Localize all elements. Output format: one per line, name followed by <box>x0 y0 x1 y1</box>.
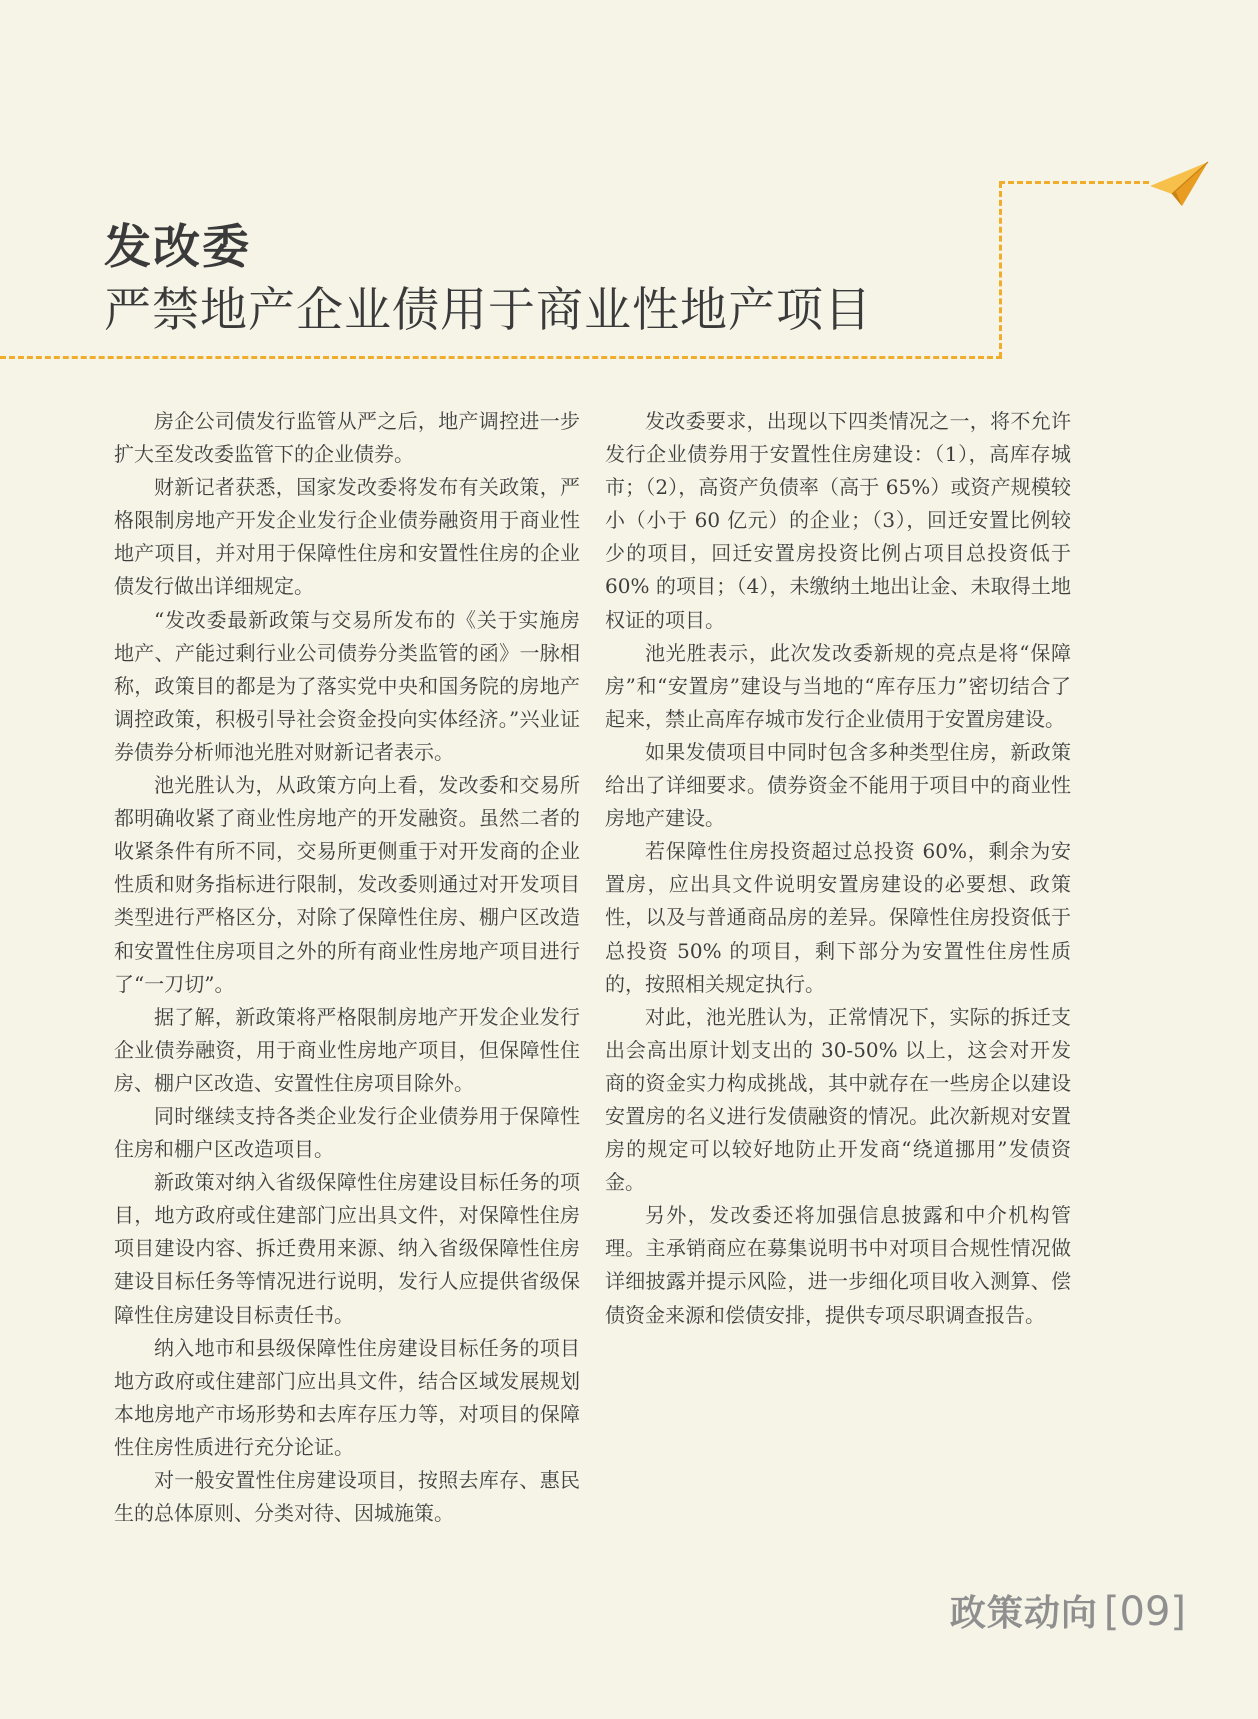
dashed-line-vertical <box>999 182 1002 358</box>
page-footer <box>950 1585 1186 1636</box>
paragraph: 对一般安置性住房建设项目，按照去库存、惠民生的总体原则、分类对待、因城施策。 <box>114 1468 580 1526</box>
paragraph: 若保障性住房投资超过总投资 60%，剩余为安置房，应出具文件说明安置房建设的必要想、政策性，以及与普通商品房的差异。保障性住房投资低于总投资 50% 的项目，剩下部分为安置性住房性质的，按照相关规定执行。 <box>605 839 1071 996</box>
paragraph: 另外，发改委还将加强信息披露和中介机构管理。主承销商应在募集说明书中对项目合规性情况做详细披露并提示风险，进一步细化项目收入测算、偿债资金来源和偿债安排，提供专项尽职调查报告。 <box>605 1203 1071 1327</box>
section-label: 政策动向 <box>949 1593 1098 1634</box>
paragraph: “发改委最新政策与交易所发布的《关于实施房地产、产能过剩行业公司债券分类监管的函》一脉相称，政策目的都是为了落实党中央和国务院的房地产调控政策，积极引导社会资金投向实体经济。”兴业证券债券分析师池光胜对财新记者表示。 <box>114 607 580 764</box>
paragraph: 对此，池光胜认为，正常情况下，实际的拆迁支出会高出原计划支出的 30-50% 以上，这会对开发商的资金实力构成挑战，其中就存在一些房企以建设安置房的名义进行发债融资的情况。此次新规对安置房的规定可以较好地防止开发商“绕道挪用”发债资金。 <box>605 1004 1071 1195</box>
paragraph: 池光胜认为，从政策方向上看，发改委和交易所都明确收紧了商业性房地产的开发融资。虽然二者的收紧条件有所不同，交易所更侧重于对开发商的企业性质和财务指标进行限制，发改委则通过对开发项目类型进行严格区分，对除了保障性住房、棚户区改造和安置性住房项目之外的所有商业性房地产项目进行了“一刀切”。 <box>114 773 580 996</box>
page-number: [09] <box>1103 1589 1186 1635</box>
article-column-left <box>114 405 580 1530</box>
paragraph: 新政策对纳入省级保障性住房建设目标任务的项目，地方政府或住建部门应出具文件，对保障性住房项目建设内容、拆迁费用来源、纳入省级保障性住房建设目标任务等情况进行说明，发行人应提供省级保障性住房建设目标责任书。 <box>114 1170 580 1327</box>
paper-plane-icon <box>1148 160 1210 208</box>
page-title: 发改委 <box>104 220 251 275</box>
article-column-right <box>605 405 1071 1332</box>
paragraph: 同时继续支持各类企业发行企业债券用于保障性住房和棚户区改造项目。 <box>114 1103 580 1162</box>
paragraph: 如果发债项目中同时包含多种类型住房，新政策给出了详细要求。债券资金不能用于项目中的商业性房地产建设。 <box>605 739 1071 831</box>
paragraph: 池光胜表示，此次发改委新规的亮点是将“保障房”和“安置房”建设与当地的“库存压力”密切结合了起来，禁止高库存城市发行企业债用于安置房建设。 <box>605 640 1071 731</box>
dashed-line-top <box>999 181 1149 184</box>
paragraph: 据了解，新政策将严格限制房地产开发企业发行企业债券融资，用于商业性房地产项目，但保障性住房、棚户区改造、安置性住房项目除外。 <box>114 1004 580 1095</box>
paragraph: 纳入地市和县级保障性住房建设目标任务的项目地方政府或住建部门应出具文件，结合区域发展规划本地房地产市场形势和去库存压力等，对项目的保障性住房性质进行充分论证。 <box>114 1335 580 1459</box>
paragraph: 财新记者获悉，国家发改委将发布有关政策，严格限制房地产开发企业发行企业债券融资用于商业性地产项目，并对用于保障性住房和安置性住房的企业债发行做出详细规定。 <box>114 475 580 599</box>
dashed-line-bottom <box>0 356 1002 359</box>
paragraph: 发改委要求，出现以下四类情况之一，将不允许发行企业债券用于安置性住房建设：（1），高库存城市；（2），高资产负债率（高于 65%）或资产规模较小（小于 60 亿元）的企业；（3），回迁安置比例较少的项目，回迁安置房投资比例占项目总投资低于 60% 的项目；（4），未缴纳土地出让金、未取得土地权证的项目。 <box>605 409 1071 632</box>
page-subtitle: 严禁地产企业债用于商业性地产项目 <box>104 283 872 338</box>
paragraph: 房企公司债发行监管从严之后，地产调控进一步扩大至发改委监管下的企业债券。 <box>114 409 580 467</box>
